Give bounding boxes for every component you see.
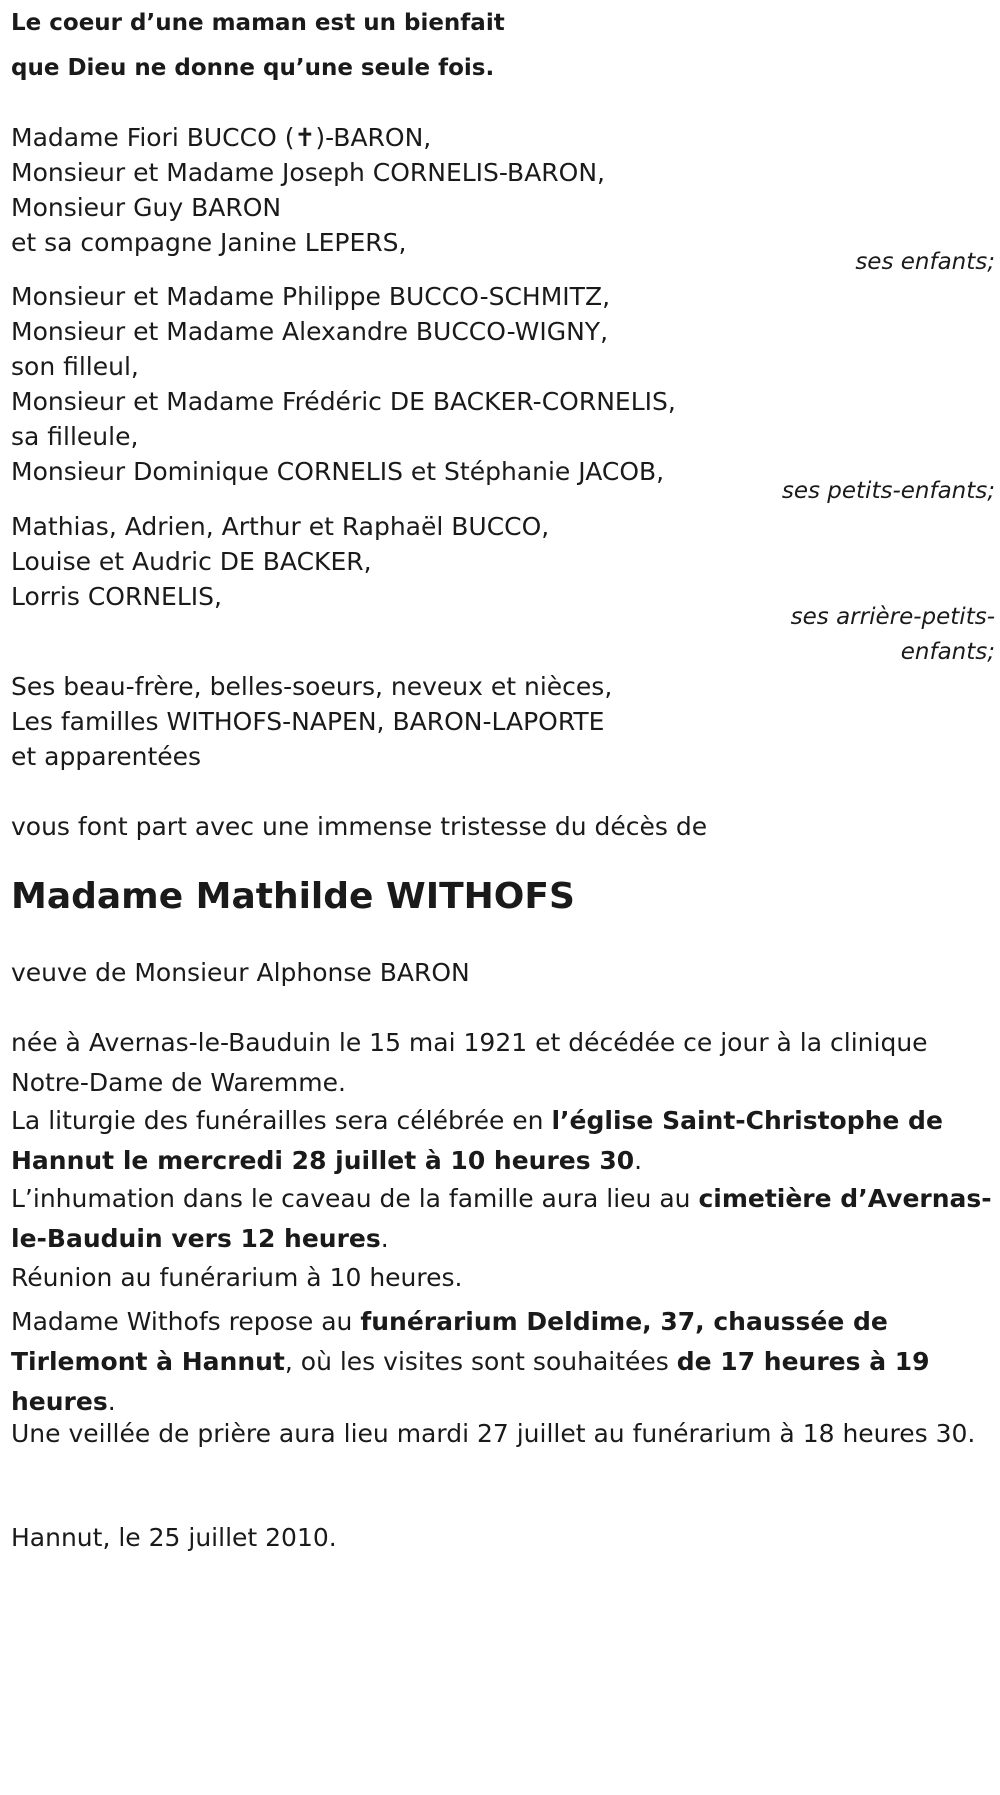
- burial-prefix: L’inhumation dans le caveau de la famille aura lieu au: [11, 1184, 699, 1213]
- family-line: son filleul,: [11, 352, 139, 381]
- family-line: Monsieur et Madame Frédéric DE BACKER-CORNELIS,: [11, 387, 676, 416]
- family-line: Monsieur et Madame Alexandre BUCCO-WIGNY,: [11, 317, 609, 346]
- family-line: Monsieur Guy BARON: [11, 193, 282, 222]
- family-line: Monsieur et Madame Philippe BUCCO-SCHMITZ,: [11, 282, 611, 311]
- rest-bold-hours: de 17 heures à 19 heures: [11, 1347, 930, 1416]
- announcement-text: vous font part avec une immense tristesse du décès de: [11, 812, 708, 841]
- rest-bold-location: funérarium Deldime, 37, chaussée de Tirlemont à Hannut: [11, 1307, 888, 1376]
- family-line: Les familles WITHOFS-NAPEN, BARON-LAPORTE: [11, 707, 605, 736]
- family-line: Louise et Audric DE BACKER,: [11, 547, 372, 576]
- family-line: Ses beau-frère, belles-soeurs, neveux et nièces,: [11, 672, 613, 701]
- vigil-text: Une veillée de prière aura lieu mardi 27 juillet au funérarium à 18 heures 30.: [11, 1419, 976, 1448]
- verse-line-2: que Dieu ne donne qu’une seule fois.: [11, 55, 495, 81]
- relation-great-grandchildren-2: enfants;: [900, 639, 995, 665]
- deceased-name: Madame Mathilde WITHOFS: [11, 876, 575, 917]
- family-line: Lorris CORNELIS,: [11, 582, 222, 611]
- burial-paragraph: [11, 1179, 996, 1259]
- verse-line-1: Le coeur d’une maman est un bienfait: [11, 10, 505, 36]
- place-date: Hannut, le 25 juillet 2010.: [11, 1523, 337, 1552]
- rest-middle: , où les visites sont souhaitées: [284, 1347, 677, 1376]
- relation-grandchildren: ses petits-enfants;: [781, 478, 995, 504]
- rest-prefix: Madame Withofs repose au: [11, 1307, 361, 1336]
- relation-children: ses enfants;: [855, 249, 995, 275]
- family-line: et apparentées: [11, 742, 202, 771]
- family-line: Madame Fiori BUCCO (✝)-BARON,: [11, 123, 432, 152]
- relation-great-grandchildren-1: ses arrière-petits-: [790, 604, 995, 630]
- family-line: Monsieur et Madame Joseph CORNELIS-BARON,: [11, 158, 606, 187]
- widow-of-text: veuve de Monsieur Alphonse BARON: [11, 958, 470, 987]
- birth-death-text: [11, 1023, 996, 1103]
- family-line: et sa compagne Janine LEPERS,: [11, 228, 407, 257]
- burial-suffix: .: [380, 1224, 389, 1253]
- vigil-paragraph: [11, 1414, 996, 1454]
- family-line: Mathias, Adrien, Arthur et Raphaël BUCCO,: [11, 512, 550, 541]
- family-line: Monsieur Dominique CORNELIS et Stéphanie JACOB,: [11, 457, 665, 486]
- birth-death-paragraph: née à Avernas-le-Bauduin le 15 mai 1921 et décédée ce jour à la clinique Notre-Dame de Waremme.: [11, 1028, 928, 1097]
- family-line: sa filleule,: [11, 422, 139, 451]
- meeting-text: Réunion au funérarium à 10 heures.: [11, 1263, 463, 1292]
- burial-bold: cimetière d’Avernas-le-Bauduin vers 12 heures: [11, 1184, 992, 1253]
- rest-paragraph: [11, 1302, 996, 1422]
- rest-suffix: .: [107, 1387, 116, 1416]
- liturgy-paragraph: [11, 1101, 996, 1181]
- liturgy-bold: l’église Saint-Christophe de Hannut le mercredi 28 juillet à 10 heures 30: [11, 1106, 943, 1175]
- liturgy-suffix: .: [634, 1146, 643, 1175]
- liturgy-prefix: La liturgie des funérailles sera célébrée en: [11, 1106, 552, 1135]
